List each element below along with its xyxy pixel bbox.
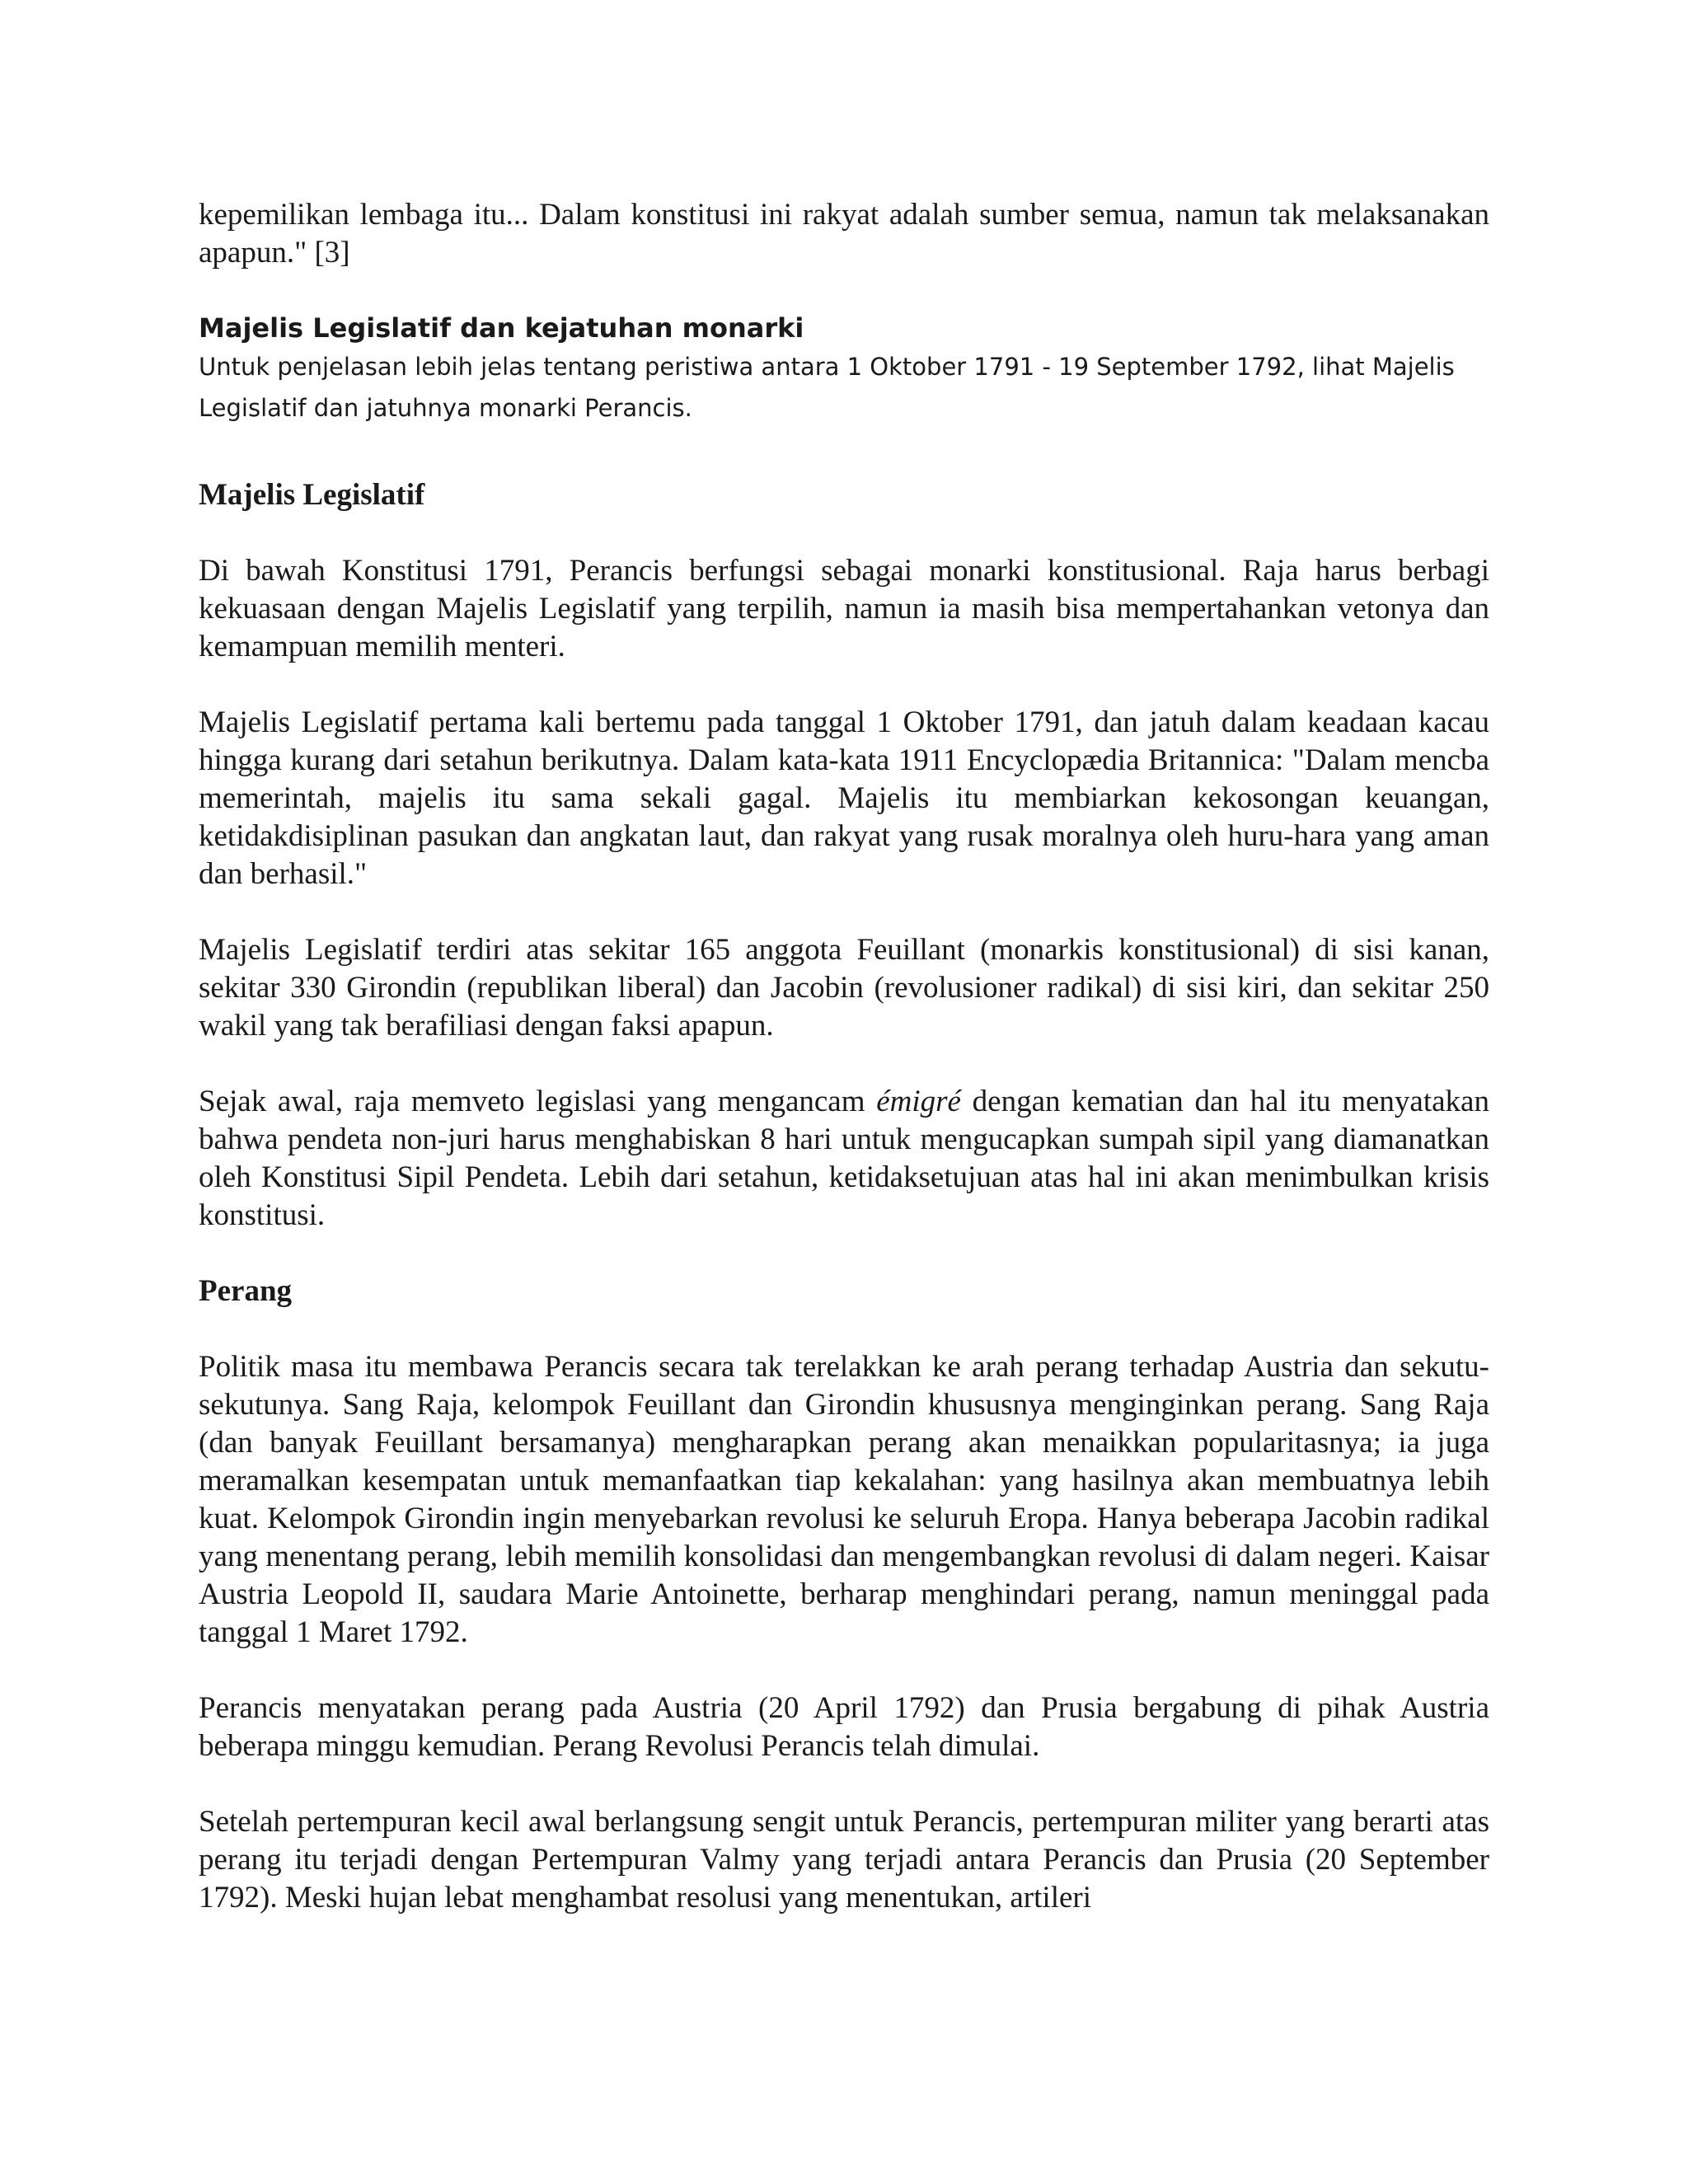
body-paragraph: Majelis Legislatif pertama kali bertemu pada tanggal 1 Oktober 1791, dan jatuh dalam keadaan kacau hingga kurang dari setahun berikutnya. Dalam kata-kata 1911 Encyclopædia Britannica: "Dalam mencba memerintah, majelis itu sama sekali gagal. Majelis itu membiarkan kekosongan keuangan, ketidakdisiplinan pasukan dan angkatan laut, dan rakyat yang rusak moralnya oleh huru-hara yang aman dan berhasil." — [199, 705, 1489, 891]
body-paragraph: Politik masa itu membawa Perancis secara tak terelakkan ke arah perang terhadap Austria dan sekutu-sekutunya. Sang Raja, kelompok Feuillant dan Girondin khususnya menginginkan perang. Sang Raja (dan banyak Feuillant bersamanya) mengharapkan perang akan menaikkan popularitasnya; ia juga meramalkan kesempatan untuk memanfaatkan tiap kekalahan: yang hasilnya akan membuatnya lebih kuat. Kelompok Girondin ingin menyebarkan revolusi ke seluruh Eropa. Hanya beberapa Jacobin radikal yang menentang perang, lebih memilih konsolidasi dan mengembangkan revolusi di dalam negeri. Kaisar Austria Leopold II, saudara Marie Antoinette, berharap menghindari perang, namun meninggal pada tanggal 1 Maret 1792. — [199, 1350, 1489, 1649]
section-heading-war: Perang — [199, 1274, 293, 1308]
document-page — [199, 196, 1489, 1917]
body-paragraph: Perancis menyatakan perang pada Austria (20 April 1792) dan Prusia bergabung di pihak Austria beberapa minggu kemudian. Perang Revolusi Perancis telah dimulai. — [199, 1691, 1489, 1763]
italic-term: émigré — [876, 1085, 961, 1118]
body-paragraph — [199, 1083, 1489, 1235]
body-paragraph: Majelis Legislatif terdiri atas sekitar 165 anggota Feuillant (monarkis konstitusional) di sisi kanan, sekitar 330 Girondin (republikan liberal) dan Jacobin (revolusioner radikal) di sisi kiri, dan sekitar 250 wakil yang tak berafiliasi dengan faksi apapun. — [199, 933, 1489, 1043]
text-run: dengan kematian dan hal itu menyatakan bahwa pendeta non-juri harus menghabiskan 8 hari untuk mengucapkan sumpah sipil yang diamanatkan oleh Konstitusi Sipil Pendeta. Lebih dari setahun, ketidaksetujuan atas hal ini akan menimbulkan krisis konstitusi. — [199, 1085, 1489, 1232]
section-heading-legislative-fall: Majelis Legislatif dan kejatuhan monarki — [199, 312, 804, 344]
body-paragraph: Setelah pertempuran kecil awal berlangsung sengit untuk Perancis, pertempuran militer yang berarti atas perang itu terjadi dengan Pertempuran Valmy yang terjadi antara Perancis dan Prusia (20 September 1792). Meski hujan lebat menghambat resolusi yang menentukan, artileri — [199, 1805, 1489, 1915]
section-heading-legislative: Majelis Legislatif — [199, 478, 425, 512]
section-note-paragraph: Untuk penjelasan lebih jelas tentang peristiwa antara 1 Oktober 1791 - 19 September 1792, lihat Majelis Legislatif dan jatuhnya monarki Perancis. — [199, 353, 1455, 422]
text-run: Sejak awal, raja memveto legislasi yang mengancam — [199, 1085, 877, 1118]
body-paragraph: Di bawah Konstitusi 1791, Perancis berfungsi sebagai monarki konstitusional. Raja harus berbagi kekuasaan dengan Majelis Legislatif yang terpilih, namun ia masih bisa mempertahankan vetonya dan kemampuan memilih menteri. — [199, 554, 1489, 663]
intro-paragraph: kepemilikan lembaga itu... Dalam konstitusi ini rakyat adalah sumber semua, namun tak melaksanakan apapun." [3] — [199, 198, 1489, 269]
